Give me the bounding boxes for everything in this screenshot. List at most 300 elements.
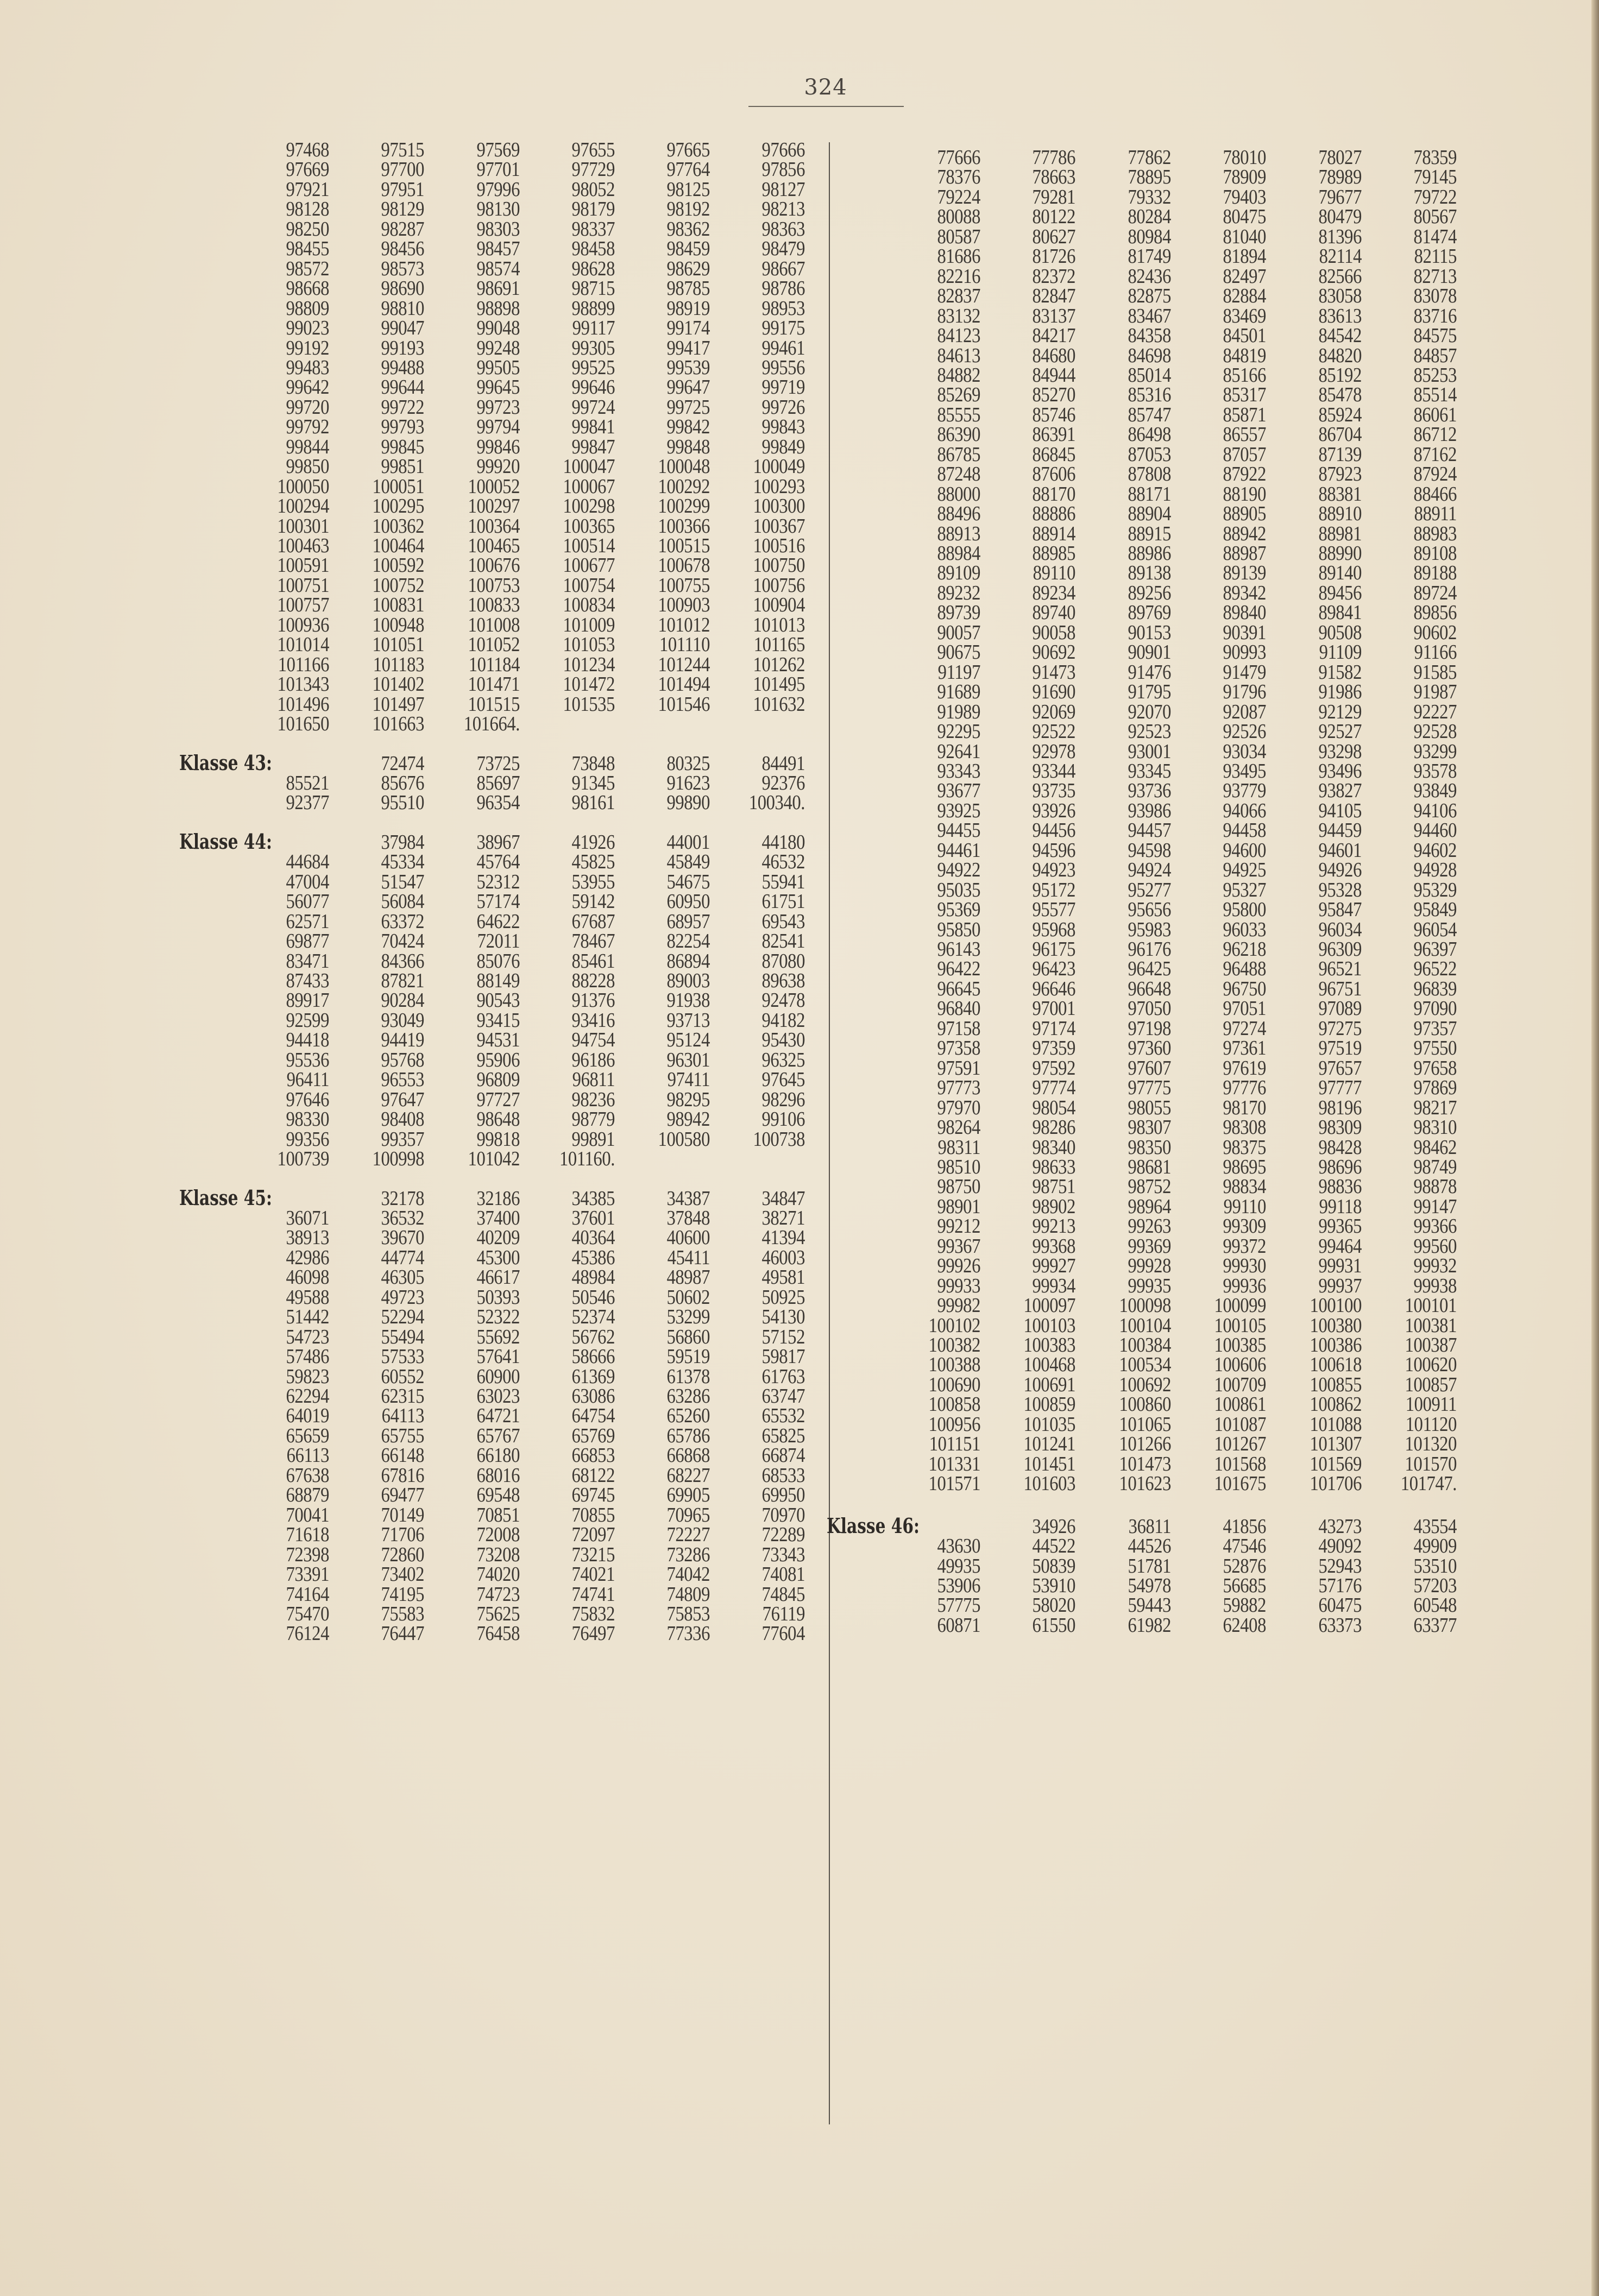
entry-number: 92227 — [1413, 700, 1457, 723]
entry-number: 101120 — [1405, 1412, 1457, 1436]
entry-number: 98696 — [1318, 1155, 1362, 1178]
entry-number: 84542 — [1318, 324, 1362, 348]
entry-number: 54675 — [666, 870, 710, 893]
entry-number: 89108 — [1413, 542, 1457, 565]
entry-number: 101013 — [753, 613, 805, 636]
entry-number: 97701 — [476, 158, 520, 181]
klasse-heading: Klasse 43: — [179, 750, 272, 775]
entry-number: 49935 — [937, 1554, 980, 1578]
entry-number: 98810 — [381, 297, 424, 320]
entry-number: 93299 — [1413, 740, 1457, 763]
entry-number: 100911 — [1405, 1393, 1457, 1416]
entry-number: 100468 — [1023, 1353, 1075, 1377]
entry-number: 97001 — [1032, 997, 1075, 1020]
entry-number: 83467 — [1128, 304, 1171, 327]
entry-number: 100367 — [753, 514, 805, 538]
entry-number: 64622 — [476, 910, 520, 933]
entry-number: 83078 — [1413, 285, 1457, 308]
entry-number: 99920 — [476, 455, 520, 478]
entry-number: 100365 — [563, 514, 615, 538]
entry-number: 85746 — [1032, 403, 1075, 426]
entry-number: 100362 — [372, 514, 424, 538]
entry-number: 98809 — [286, 297, 329, 320]
entry-number: 96648 — [1128, 977, 1171, 1000]
entry-number: 65755 — [381, 1424, 424, 1447]
entry-number: 99843 — [761, 415, 805, 439]
entry-number: 52943 — [1318, 1554, 1362, 1578]
entry-number: 96521 — [1318, 957, 1362, 981]
entry-number: 99556 — [761, 356, 805, 379]
entry-number: 98751 — [1032, 1175, 1075, 1199]
entry-number: 85166 — [1223, 363, 1266, 387]
entry-number: 89188 — [1413, 562, 1457, 585]
entry-number: 101320 — [1405, 1433, 1457, 1456]
entry-number: 54978 — [1128, 1574, 1171, 1597]
entry-number: 101569 — [1310, 1452, 1362, 1475]
entry-number: 41926 — [571, 830, 615, 854]
entry-number: 99483 — [286, 356, 329, 379]
entry-number: 97996 — [476, 178, 520, 201]
entry-number: 92069 — [1032, 700, 1075, 723]
entry-number: 97358 — [937, 1037, 980, 1060]
entry-number: 70851 — [476, 1503, 520, 1527]
entry-number: 101051 — [372, 633, 424, 657]
entry-number: 65786 — [666, 1424, 710, 1447]
entry-number: 95536 — [286, 1048, 329, 1071]
entry-number: 98667 — [761, 257, 805, 280]
entry-number: 97646 — [286, 1088, 329, 1111]
entry-number: 97658 — [1413, 1056, 1457, 1080]
entry-number: 69548 — [476, 1484, 520, 1507]
entry-number: 59817 — [761, 1345, 805, 1368]
entry-number: 82114 — [1319, 245, 1362, 268]
entry-number: 87080 — [761, 949, 805, 973]
entry-number: 65767 — [476, 1424, 520, 1447]
entry-number: 100382 — [928, 1334, 980, 1357]
entry-number: 99842 — [666, 415, 710, 439]
entry-number: 60552 — [381, 1365, 424, 1388]
entry-number: 95906 — [476, 1048, 520, 1071]
entry-number: 76124 — [286, 1622, 329, 1645]
entry-number: 101008 — [468, 613, 520, 636]
entry-number: 41394 — [761, 1226, 805, 1250]
entry-number: 98308 — [1223, 1116, 1266, 1139]
entry-number: 100300 — [753, 495, 805, 518]
entry-number: 98129 — [381, 198, 424, 221]
entry-number: 91109 — [1319, 641, 1362, 664]
entry-number: 99851 — [381, 455, 424, 478]
entry-number: 85076 — [476, 949, 520, 973]
entry-number: 44522 — [1032, 1535, 1075, 1558]
entry-number: 75853 — [666, 1602, 710, 1625]
entry-number: 98052 — [571, 178, 615, 201]
entry-number: 100516 — [753, 534, 805, 557]
entry-number: 96811 — [572, 1068, 615, 1092]
entry-number: 78376 — [937, 166, 980, 189]
entry-number: 92641 — [937, 740, 980, 763]
entry-number: 84491 — [761, 752, 805, 775]
entry-number: 99933 — [937, 1274, 980, 1297]
entry-number: 80984 — [1128, 225, 1171, 248]
entry-number: 88987 — [1223, 542, 1266, 565]
entry-number: 96397 — [1413, 938, 1457, 961]
entry-number: 80479 — [1318, 205, 1362, 229]
entry-number: 87808 — [1128, 463, 1171, 486]
entry-number: 91345 — [571, 771, 615, 794]
entry-number: 95329 — [1413, 878, 1457, 901]
entry-number: 44180 — [761, 830, 805, 854]
entry-number: 50602 — [666, 1285, 710, 1309]
entry-number: 84819 — [1223, 344, 1266, 367]
entry-number: 99794 — [476, 415, 520, 439]
entry-number: 94418 — [286, 1029, 329, 1052]
entry-number: 87924 — [1413, 463, 1457, 486]
entry-number: 99366 — [1413, 1215, 1457, 1238]
entry-number: 94457 — [1128, 819, 1171, 842]
entry-number: 93415 — [476, 1008, 520, 1032]
entry-number: 97657 — [1318, 1056, 1362, 1080]
entry-number: 89140 — [1318, 562, 1362, 585]
entry-number: 98834 — [1223, 1175, 1266, 1199]
entry-number: 98462 — [1413, 1136, 1457, 1159]
entry-number: 45411 — [667, 1246, 710, 1269]
entry-number: 98287 — [381, 217, 424, 241]
entry-number: 84944 — [1032, 363, 1075, 387]
entry-number: 90391 — [1223, 621, 1266, 644]
entry-number: 74042 — [666, 1563, 710, 1586]
entry-number: 73391 — [286, 1563, 329, 1586]
entry-number: 83058 — [1318, 285, 1362, 308]
entry-number: 88171 — [1128, 482, 1171, 506]
entry-number: 52294 — [381, 1305, 424, 1329]
entry-number: 91582 — [1318, 660, 1362, 684]
entry-number: 99930 — [1223, 1254, 1266, 1278]
entry-number: 78027 — [1318, 146, 1362, 169]
entry-number: 37848 — [666, 1206, 710, 1229]
entry-number: 99175 — [761, 317, 805, 340]
entry-number: 74164 — [286, 1582, 329, 1606]
entry-number: 101650 — [277, 712, 329, 736]
entry-number: 99047 — [381, 317, 424, 340]
entry-number: 100294 — [277, 495, 329, 518]
entry-number: 83716 — [1413, 304, 1457, 327]
entry-number: 72227 — [666, 1523, 710, 1547]
entry-number: 66874 — [761, 1444, 805, 1467]
entry-number: 53955 — [571, 870, 615, 893]
entry-number: 86712 — [1413, 423, 1457, 446]
entry-number: 94066 — [1223, 799, 1266, 822]
entry-number: 88913 — [937, 522, 980, 545]
entry-number: 51442 — [286, 1305, 329, 1329]
entry-number: 101570 — [1405, 1452, 1457, 1475]
entry-number: 96645 — [937, 977, 980, 1000]
entry-number: 44001 — [666, 830, 710, 854]
entry-number: 95768 — [381, 1048, 424, 1071]
entry-number: 101497 — [372, 692, 424, 716]
entry-number: 91796 — [1223, 680, 1266, 704]
entry-number: 63086 — [571, 1385, 615, 1408]
entry-number: 90058 — [1032, 621, 1075, 644]
entry-number: 96553 — [381, 1068, 424, 1092]
entry-number: 37400 — [476, 1206, 520, 1229]
entry-number: 99841 — [571, 415, 615, 439]
entry-number: 101088 — [1310, 1412, 1362, 1436]
entry-number: 52312 — [476, 870, 520, 893]
entry-number: 101267 — [1214, 1433, 1266, 1456]
entry-number: 94106 — [1413, 799, 1457, 822]
entry-number: 97089 — [1318, 997, 1362, 1020]
entry-number: 99937 — [1318, 1274, 1362, 1297]
entry-number: 87923 — [1318, 463, 1362, 486]
entry-number: 100754 — [563, 573, 615, 597]
entry-number: 95577 — [1032, 898, 1075, 922]
entry-number: 97607 — [1128, 1056, 1171, 1080]
entry-number: 93736 — [1128, 779, 1171, 803]
entry-number: 96033 — [1223, 918, 1266, 941]
entry-number: 85014 — [1128, 363, 1171, 387]
entry-number: 34385 — [571, 1187, 615, 1210]
entry-number: 43630 — [937, 1535, 980, 1558]
entry-number: 97856 — [761, 158, 805, 181]
entry-number: 89840 — [1223, 601, 1266, 625]
entry-number: 93849 — [1413, 779, 1457, 803]
page-edge-shadow — [1591, 0, 1599, 2296]
entry-number: 101234 — [563, 653, 615, 676]
entry-number: 101087 — [1214, 1412, 1266, 1436]
entry-number: 46532 — [761, 850, 805, 874]
entry-number: 99505 — [476, 356, 520, 379]
entry-number: 100755 — [658, 573, 710, 597]
entry-number: 95369 — [937, 898, 980, 922]
entry-number: 101262 — [753, 653, 805, 676]
entry-number: 98459 — [666, 237, 710, 261]
entry-number: 67816 — [381, 1464, 424, 1487]
entry-number: 100100 — [1310, 1294, 1362, 1317]
entry-number: 84366 — [381, 949, 424, 973]
entry-number: 99642 — [286, 376, 329, 399]
entry-number: 100690 — [928, 1373, 980, 1396]
entry-number: 98898 — [476, 297, 520, 320]
entry-number: 100751 — [277, 573, 329, 597]
entry-number: 86845 — [1032, 443, 1075, 466]
entry-number: 62294 — [286, 1385, 329, 1408]
entry-number: 99305 — [571, 336, 615, 359]
entry-number: 79722 — [1413, 185, 1457, 209]
entry-number: 92527 — [1318, 720, 1362, 743]
entry-number: 99935 — [1128, 1274, 1171, 1297]
entry-number: 62571 — [286, 910, 329, 933]
entry-number: 94923 — [1032, 859, 1075, 882]
entry-number: 84882 — [937, 363, 980, 387]
entry-number: 92087 — [1223, 700, 1266, 723]
entry-number: 95800 — [1223, 898, 1266, 922]
entry-number: 99846 — [476, 435, 520, 458]
entry-number: 85514 — [1413, 383, 1457, 407]
entry-number: 61550 — [1032, 1613, 1075, 1637]
entry-number: 100295 — [372, 495, 424, 518]
header-rule — [748, 106, 904, 107]
entry-number: 94461 — [937, 838, 980, 862]
entry-number: 98633 — [1032, 1155, 1075, 1178]
entry-number: 90284 — [381, 989, 424, 1012]
entry-number: 97174 — [1032, 1017, 1075, 1040]
entry-number: 95847 — [1318, 898, 1362, 922]
entry-number: 101244 — [658, 653, 710, 676]
entry-number: 101160. — [559, 1147, 615, 1171]
entry-number: 99724 — [571, 395, 615, 419]
entry-number: 98691 — [476, 277, 520, 300]
entry-number: 86557 — [1223, 423, 1266, 446]
entry-number: 94458 — [1223, 819, 1266, 842]
entry-number: 96301 — [666, 1048, 710, 1071]
entry-number: 95327 — [1223, 878, 1266, 901]
entry-number: 95849 — [1413, 898, 1457, 922]
entry-number: 93779 — [1223, 779, 1266, 803]
entry-number: 85317 — [1223, 383, 1266, 407]
entry-number: 101184 — [468, 653, 520, 676]
entry-number: 36071 — [286, 1206, 329, 1229]
entry-number: 98170 — [1223, 1096, 1266, 1119]
entry-number: 98350 — [1128, 1136, 1171, 1159]
entry-number: 99464 — [1318, 1234, 1362, 1258]
entry-number: 93495 — [1223, 759, 1266, 783]
entry-number: 100514 — [563, 534, 615, 557]
entry-number: 101151 — [929, 1433, 980, 1456]
entry-number: 97050 — [1128, 997, 1171, 1020]
entry-number: 63377 — [1413, 1613, 1457, 1637]
entry-number: 98127 — [761, 178, 805, 201]
entry-number: 101571 — [928, 1472, 980, 1496]
entry-number: 93345 — [1128, 759, 1171, 783]
entry-number: 101675 — [1214, 1472, 1266, 1496]
entry-number: 99212 — [937, 1215, 980, 1238]
entry-number: 101663 — [372, 712, 424, 736]
entry-number: 86785 — [937, 443, 980, 466]
entry-number: 99365 — [1318, 1215, 1362, 1238]
entry-number: 98510 — [937, 1155, 980, 1178]
entry-number: 98695 — [1223, 1155, 1266, 1178]
entry-number: 98899 — [571, 297, 615, 320]
entry-number: 68879 — [286, 1484, 329, 1507]
entry-number: 100756 — [753, 573, 805, 597]
entry-number: 90602 — [1413, 621, 1457, 644]
entry-number: 73208 — [476, 1543, 520, 1566]
entry-number: 96175 — [1032, 938, 1075, 961]
entry-number: 82254 — [666, 930, 710, 953]
entry-number: 75832 — [571, 1602, 615, 1625]
entry-number: 97655 — [571, 138, 615, 161]
entry-number: 81726 — [1032, 245, 1075, 268]
entry-number: 101451 — [1023, 1452, 1075, 1475]
entry-number: 63023 — [476, 1385, 520, 1408]
entry-number: 99461 — [761, 336, 805, 359]
entry-number: 89740 — [1032, 601, 1075, 625]
entry-number: 98286 — [1032, 1116, 1075, 1139]
entry-number: 50546 — [571, 1285, 615, 1309]
entry-number: 56762 — [571, 1325, 615, 1348]
entry-number: 90057 — [937, 621, 980, 644]
entry-number: 97970 — [937, 1096, 980, 1119]
entry-number: 98785 — [666, 277, 710, 300]
entry-number: 89139 — [1223, 562, 1266, 585]
entry-number: 98309 — [1318, 1116, 1362, 1139]
entry-number: 100591 — [277, 554, 329, 577]
entry-number: 100857 — [1405, 1373, 1457, 1396]
entry-number: 97275 — [1318, 1017, 1362, 1040]
entry-number: 76497 — [571, 1622, 615, 1645]
entry-number: 73343 — [761, 1543, 805, 1566]
entry-number: 70970 — [761, 1503, 805, 1527]
entry-number: 96839 — [1413, 977, 1457, 1000]
entry-number: 59443 — [1128, 1594, 1171, 1617]
entry-number: 38967 — [476, 830, 520, 854]
entry-number: 56860 — [666, 1325, 710, 1348]
entry-number: 100606 — [1214, 1353, 1266, 1377]
entry-number: 88170 — [1032, 482, 1075, 506]
entry-number: 100738 — [753, 1127, 805, 1151]
entry-number: 56685 — [1223, 1574, 1266, 1597]
entry-number: 101471 — [468, 673, 520, 696]
entry-number: 94924 — [1128, 859, 1171, 882]
entry-number: 94596 — [1032, 838, 1075, 862]
entry-number: 87162 — [1413, 443, 1457, 466]
entry-number: 87922 — [1223, 463, 1266, 486]
entry-number: 100047 — [563, 455, 615, 478]
entry-number: 85269 — [937, 383, 980, 407]
entry-number: 100757 — [277, 594, 329, 617]
entry-number: 84857 — [1413, 344, 1457, 367]
entry-number: 80122 — [1032, 205, 1075, 229]
entry-number: 98196 — [1318, 1096, 1362, 1119]
entry-number: 87248 — [937, 463, 980, 486]
page-number: 324 — [804, 75, 847, 100]
entry-number: 90543 — [476, 989, 520, 1012]
entry-number: 96218 — [1223, 938, 1266, 961]
entry-number: 99719 — [761, 376, 805, 399]
entry-number: 89109 — [937, 562, 980, 585]
entry-number: 74081 — [761, 1563, 805, 1586]
entry-number: 87057 — [1223, 443, 1266, 466]
entry-number: 96522 — [1413, 957, 1457, 981]
entry-number: 85871 — [1223, 403, 1266, 426]
entry-number: 100366 — [658, 514, 710, 538]
entry-number: 101065 — [1119, 1412, 1171, 1436]
entry-number: 58666 — [571, 1345, 615, 1368]
entry-number: 96425 — [1128, 957, 1171, 981]
entry-number: 99248 — [476, 336, 520, 359]
entry-number: 98213 — [761, 198, 805, 221]
entry-number: 99720 — [286, 395, 329, 419]
entry-number: 45300 — [476, 1246, 520, 1269]
entry-number: 69905 — [666, 1484, 710, 1507]
entry-number: 98919 — [666, 297, 710, 320]
entry-number: 100103 — [1023, 1314, 1075, 1337]
entry-number: 90508 — [1318, 621, 1362, 644]
entry-number: 69950 — [761, 1484, 805, 1507]
entry-number: 100676 — [468, 554, 520, 577]
entry-number: 97361 — [1223, 1037, 1266, 1060]
entry-number: 88984 — [937, 542, 980, 565]
entry-number: 101035 — [1023, 1412, 1075, 1436]
entry-number: 97592 — [1032, 1056, 1075, 1080]
entry-number: 91585 — [1413, 660, 1457, 684]
entry-number: 74021 — [571, 1563, 615, 1586]
entry-number: 95983 — [1128, 918, 1171, 941]
entry-number: 98749 — [1413, 1155, 1457, 1178]
entry-number: 98179 — [571, 198, 615, 221]
entry-number: 98628 — [571, 257, 615, 280]
entry-number: 36811 — [1128, 1515, 1171, 1538]
